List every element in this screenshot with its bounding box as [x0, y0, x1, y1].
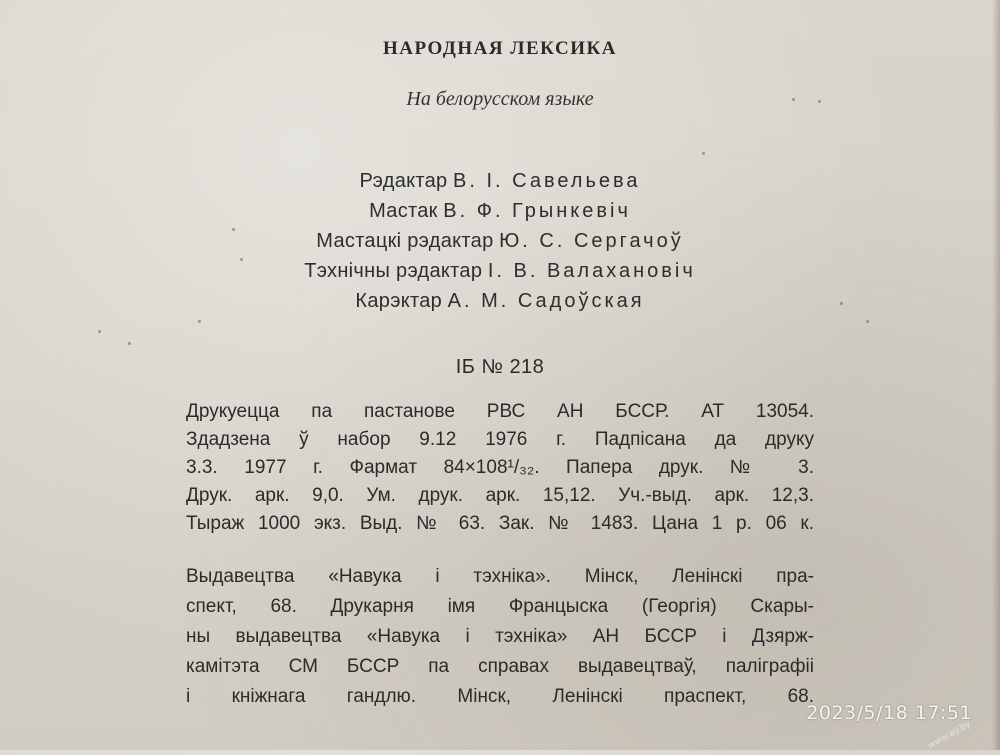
- paper-speck: [98, 330, 101, 333]
- publisher-info-line: Выдавецтва «Навука і тэхніка». Мінск, Ленінскі пра-: [186, 566, 814, 587]
- credit-role: Карэктар: [355, 290, 443, 312]
- publisher-info-line: ны выдавецтва «Навука і тэхніка» АН БССР і Дзярж-: [186, 626, 814, 647]
- ib-number: ІБ № 218: [455, 356, 545, 378]
- publication-info-line: Друкуецца па пастанове РВС АН БССР. АТ 13054.: [186, 401, 814, 422]
- paper-speck: [232, 228, 235, 231]
- credit-name: А. М. Садоўская: [447, 290, 645, 312]
- site-watermark: www.ay.by: [926, 719, 973, 752]
- paper-speck: [128, 342, 131, 345]
- publication-info-block: [186, 398, 814, 538]
- book-subtitle: На белорусском языке: [406, 88, 594, 110]
- paper-speck: [198, 320, 201, 323]
- credit-role: Мастацкі рэдактар: [316, 230, 494, 252]
- credit-proofreader: [0, 286, 1000, 316]
- credit-name: В. Ф. Грынкевіч: [443, 200, 631, 222]
- credit-role: Тэхнічны рэдактар: [304, 260, 483, 282]
- publisher-info-line: спект, 68. Друкарня імя Францыска (Георгія) Скары-: [186, 596, 814, 617]
- paper-speck: [792, 98, 795, 101]
- publisher-info-block: [186, 562, 814, 712]
- paper-speck: [840, 302, 843, 305]
- credit-role: Мастак: [369, 200, 438, 222]
- publisher-info-line: камітэта СМ БССР па справах выдавецтваў, паліграфіі: [186, 656, 814, 677]
- publication-info-line: Тыраж 1000 экз. Выд. № 63. Зак. № 1483. Цана 1 р. 06 к.: [186, 513, 814, 534]
- publication-info-line: Здадзена ў набор 9.12 1976 г. Падпісана да друку: [186, 429, 814, 450]
- photo-timestamp: 2023/5/18 17:51: [806, 702, 972, 724]
- paper-speck: [240, 258, 243, 261]
- publication-info-line: 3.3. 1977 г. Фармат 84×108¹/₃₂. Папера друк. № 3.: [186, 457, 814, 478]
- credit-technical-editor: [0, 256, 1000, 286]
- publication-info-line: Друк. арк. 9,0. Ум. друк. арк. 15,12. Уч.-выд. арк. 12,3.: [186, 485, 814, 506]
- book-title: НАРОДНАЯ ЛЕКСИКА: [382, 38, 617, 59]
- page-edge-shadow: [992, 0, 1000, 750]
- credit-name: Ю. С. Сергачоў: [499, 230, 684, 252]
- credit-editor: [0, 166, 1000, 196]
- credit-name: В. І. Савельева: [453, 170, 641, 192]
- credit-name: І. В. Валахановіч: [487, 260, 696, 282]
- publisher-info-line: і кніжнага гандлю. Мінск, Ленінскі праспект, 68.: [186, 686, 814, 707]
- credit-artist: [0, 196, 1000, 226]
- credits-block: [0, 166, 1000, 316]
- paper-speck: [702, 152, 705, 155]
- credit-art-editor: [0, 226, 1000, 256]
- paper-speck: [866, 320, 869, 323]
- credit-role: Рэдактар: [359, 170, 448, 192]
- paper-speck: [818, 100, 821, 103]
